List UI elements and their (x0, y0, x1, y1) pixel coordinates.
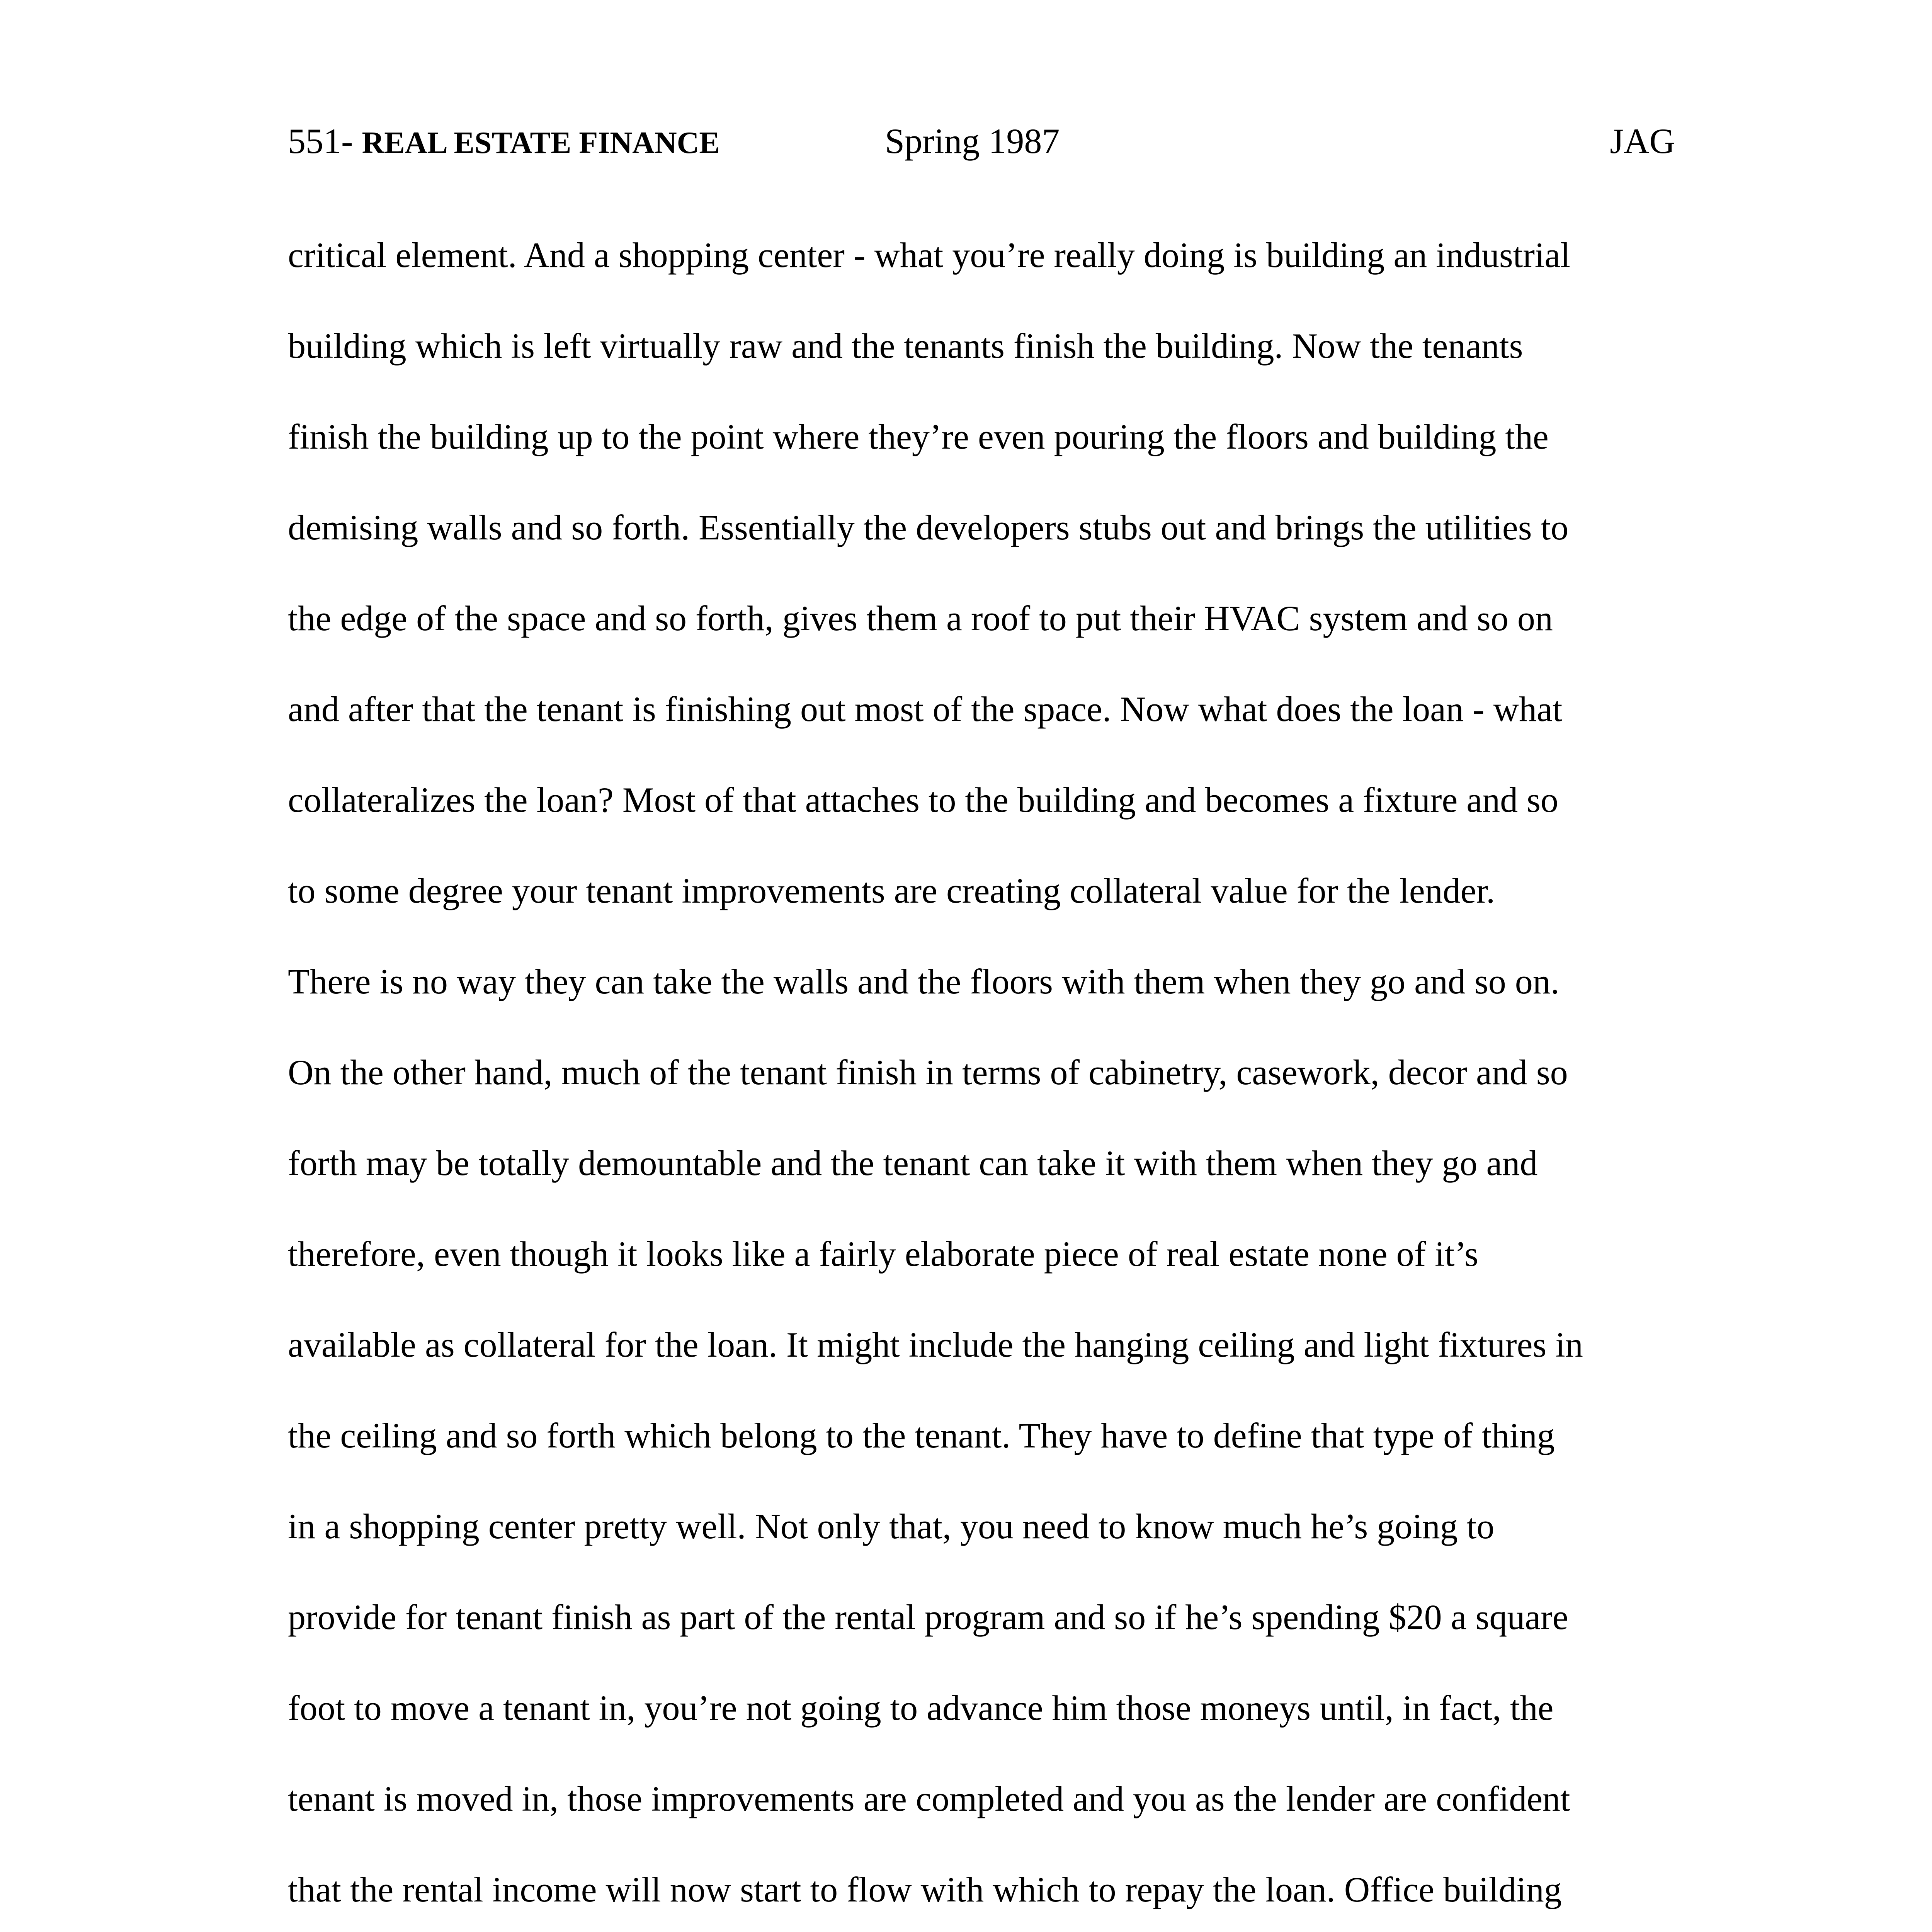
body-line: forth may be totally demountable and the tenant can take it with them when they go and (288, 1143, 1538, 1183)
body-line: and after that the tenant is finishing out most of the space. Now what does the loan - what (288, 689, 1563, 729)
course-number: 551- (288, 121, 353, 161)
author-initials: JAG (1610, 121, 1675, 161)
transcript-body (288, 228, 1679, 1932)
body-line: therefore, even though it looks like a fairly elaborate piece of real estate none of it’s (288, 1234, 1478, 1274)
body-line: in a shopping center pretty well. Not only that, you need to know much he’s going to (288, 1507, 1495, 1546)
body-line: tenant is moved in, those improvements are completed and you as the lender are confident (288, 1779, 1570, 1818)
body-line: the ceiling and so forth which belong to the tenant. They have to define that type of thing (288, 1416, 1555, 1455)
body-line: building which is left virtually raw and the tenants finish the building. Now the tenants (288, 326, 1523, 366)
body-line: foot to move a tenant in, you’re not going to advance him those moneys until, in fact, the (288, 1688, 1554, 1728)
course-name: REAL ESTATE FINANCE (362, 126, 720, 160)
body-line: that the rental income will now start to flow with which to repay the loan. Office building (288, 1870, 1562, 1909)
body-line: collateralizes the loan? Most of that attaches to the building and becomes a fixture and so (288, 780, 1558, 820)
body-line: On the other hand, much of the tenant finish in terms of cabinetry, casework, decor and so (288, 1053, 1568, 1092)
body-line: finish the building up to the point where they’re even pouring the floors and building the (288, 417, 1549, 456)
term-label: Spring 1987 (885, 121, 1060, 161)
page-header (288, 114, 1675, 168)
body-line: to some degree your tenant improvements are creating collateral value for the lender. (288, 871, 1495, 910)
course-title (288, 114, 720, 170)
body-line: demising walls and so forth. Essentially the developers stubs out and brings the utilities to (288, 508, 1569, 547)
body-line: the edge of the space and so forth, gives them a roof to put their HVAC system and so on (288, 599, 1553, 638)
body-line: critical element. And a shopping center - what you’re really doing is building an industrial (288, 235, 1570, 275)
body-line: available as collateral for the loan. It might include the hanging ceiling and light fixtures in (288, 1325, 1583, 1364)
body-line: There is no way they can take the walls and the floors with them when they go and so on. (288, 962, 1560, 1001)
body-line: provide for tenant finish as part of the rental program and so if he’s spending $20 a square (288, 1597, 1568, 1637)
